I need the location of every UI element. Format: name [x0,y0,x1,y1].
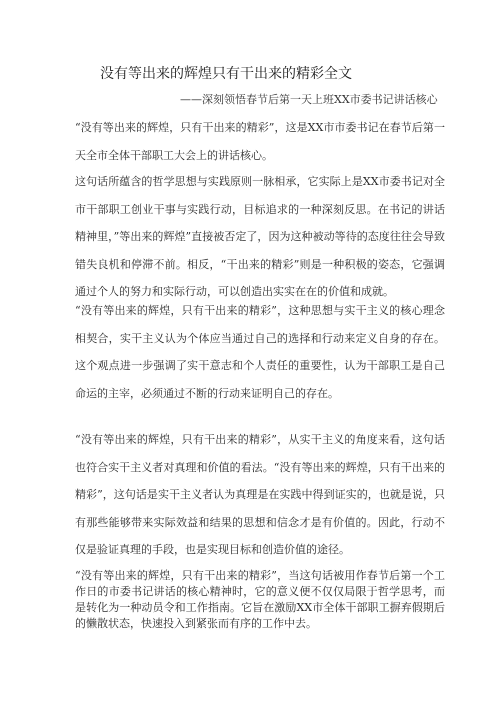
paragraph-4: “没有等出来的辉煌，只有干出来的精彩”，从实干主义的角度来看，这句话也符合实干主义者对真理和价值的看法。“没有等出来的辉煌，只有干出来的精彩”，这句话是实干主义者认为真理是在实践中得到证实的，也就是说，只有那些能够带来实际效益和结果的思想和信念才是有价值的。因此，行动不仅是验证真理的手段，也是实现目标和创造价值的途径。 [75,433,445,556]
document-title: 没有等出来的辉煌只有干出来的精彩全文 [100,66,352,82]
paragraph-2: 这句话所蕴含的哲学思想与实践原则一脉相承，它实际上是XX市委书记对全市干部职工创业干事与实践行动，目标追求的一种深刻反思。在书记的讲话精神里，”等出来的辉煌”直接被否定了，因为这种被动等待的态度往往会导致错失良机和停滞不前。相反，“干出来的精彩”则是一种积极的姿态，它强调通过个人的努力和实际行动，可以创造出实实在在的价值和成就。 [75,175,445,298]
paragraph-5: “没有等出来的辉煌，只有干出来的精彩”，当这句话被用作春节后第一个工作日的市委书记讲话的核心精神时，它的意义便不仅仅局限于哲学思考，而是转化为一种动员令和工作指南。它旨在激励XX市全体干部职工摒弃假期后的懒散状态，快速投入到紧张而有序的工作中去。 [75,569,445,630]
paragraph-1: “没有等出来的辉煌，只有干出来的精彩”，这是XX市市委书记在春节后第一天全市全体干部职工大会上的讲话核心。 [75,121,445,162]
document-subtitle: ——深刻领悟春节后第一天上班XX市委书记讲话核心 [180,93,438,106]
paragraph-3: “没有等出来的辉煌，只有干出来的精彩”，这种思想与实干主义的核心理念相契合，实干主义认为个体应当通过自己的选择和行动来定义自身的存在。这个观点进一步强调了实干意志和个人责任的重要性，认为干部职工是自己命运的主宰，必须通过不断的行动来证明自己的存在。 [75,304,445,400]
